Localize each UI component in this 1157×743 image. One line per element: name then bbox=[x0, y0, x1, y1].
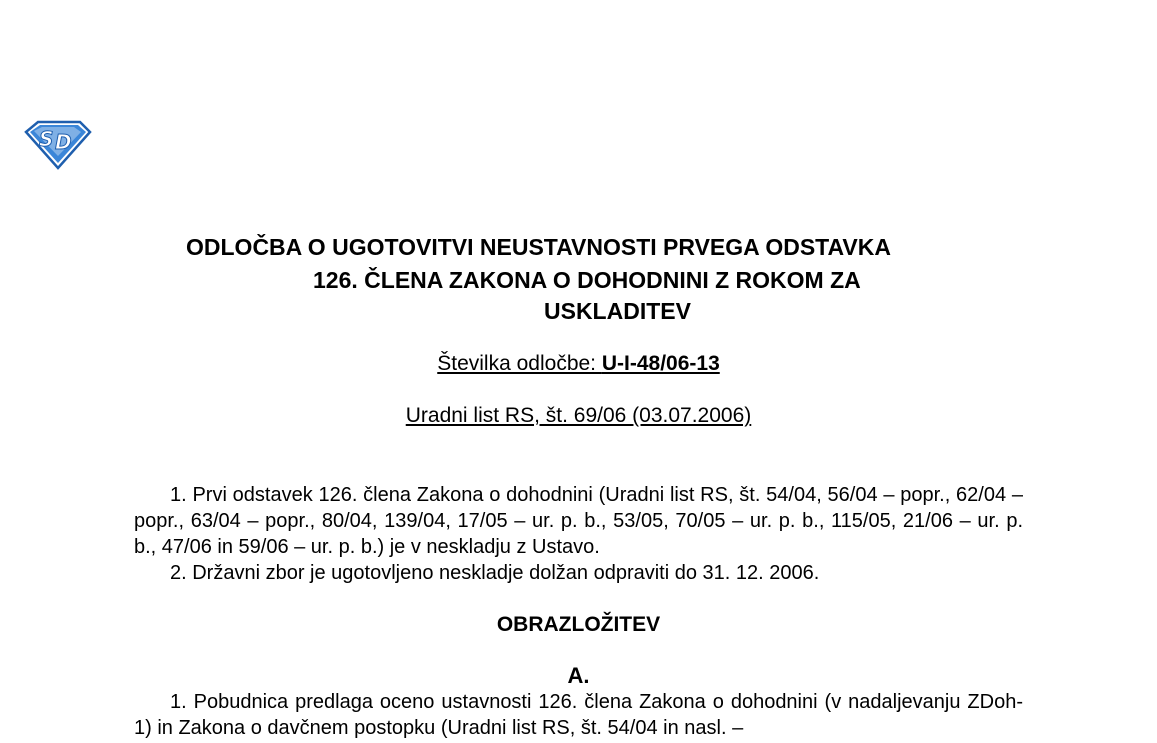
reasoning-heading: OBRAZLOŽITEV bbox=[496, 613, 661, 636]
gazette-reference-text: Uradni list RS, št. 69/06 (03.07.2006) bbox=[405, 404, 752, 427]
operative-item-1: 1. Prvi odstavek 126. člena Zakona o dohodnini (Uradni list RS, št. 54/04, 56/04 – popr., 62/04 – popr., 63/04 – popr., 80/04, 139/04, 17/05 – ur. p. b., 53/05, 70/05 – ur. p. b., 115/05, 21/06 – ur. p. b., 47/06 in 59/06 – ur. p. b.) je v neskladju z Ustavo. bbox=[134, 484, 1023, 558]
section-a-paragraph-1: 1. Pobudnica predlaga oceno ustavnosti 126. člena Zakona o dohodnini (v nadaljevanju ZDoh-1) in Zakona o davčnem postopku (Uradni list RS, št. 54/04 in nasl. – bbox=[134, 691, 1023, 739]
decision-number-label: Številka odločbe: bbox=[437, 352, 602, 375]
document-title-line-1: ODLOČBA O UGOTOVITVI NEUSTAVNOSTI PRVEGA ODSTAVKA bbox=[186, 234, 891, 260]
svg-text:D: D bbox=[55, 130, 72, 154]
decision-number-value: U-I-48/06-13 bbox=[601, 352, 720, 375]
svg-text:S: S bbox=[39, 127, 54, 151]
document-title-line-2: 126. ČLENA ZAKONA O DOHODNINI Z ROKOM ZA bbox=[313, 267, 861, 293]
section-a-text bbox=[134, 689, 1023, 741]
shield-sd-logo-icon bbox=[22, 118, 92, 170]
operative-part bbox=[134, 482, 1023, 586]
decision-number bbox=[0, 351, 1157, 377]
gazette-reference bbox=[0, 403, 1157, 429]
section-a-heading: A. bbox=[567, 663, 590, 688]
operative-item-2: 2. Državni zbor je ugotovljeno neskladje dolžan odpraviti do 31. 12. 2006. bbox=[170, 562, 820, 584]
document-title-line-3: USKLADITEV bbox=[544, 298, 691, 324]
